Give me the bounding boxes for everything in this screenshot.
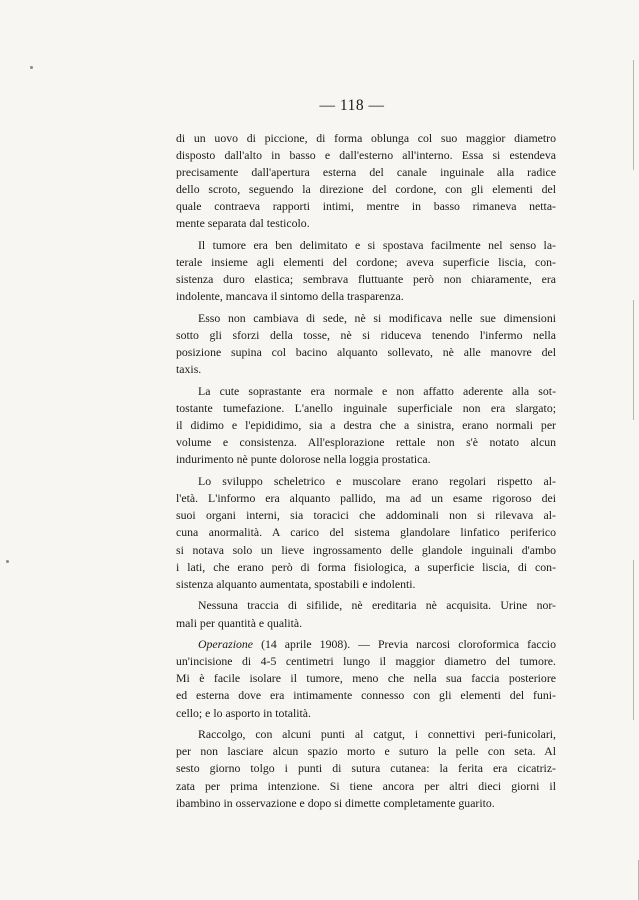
text-line: Il tumore era ben delimitato e si spostava facilmente nel senso la- xyxy=(198,238,556,253)
text-line: tostante tumefazione. L'anello inguinale superficiale non era slargato; xyxy=(176,401,556,416)
text-line: quale contraeva rapporti intimi, mentre in basso rimaneva netta- xyxy=(176,199,556,214)
text-line: dello scroto, seguendo la direzione del cordone, con gli elementi del xyxy=(176,182,556,197)
text-line: Nessuna traccia di sifilide, nè ereditaria nè acquisita. Urine nor- xyxy=(198,598,556,613)
text-line: sistenza alquanto aumentata, spostabili e indolenti. xyxy=(176,576,416,591)
margin-mark xyxy=(633,60,634,170)
text-line: zata per prima intenzione. Si tiene ancora per altri dieci giorni il xyxy=(176,778,556,793)
margin-dot xyxy=(6,560,9,563)
page-number: — 118 — xyxy=(319,97,385,114)
paragraph xyxy=(176,473,556,593)
text-line: ibambino in osservazione e dopo si dimette completamente guarito. xyxy=(176,795,495,810)
text-line: l'età. L'informo era alquanto pallido, ma ad un esame rigoroso dei xyxy=(176,491,556,506)
text-line: sotto gli sforzi della tosse, nè si riduceva tenendo l'infermo nella xyxy=(176,328,556,343)
section-heading-italic: Operazione xyxy=(198,637,254,652)
text-line: volume e consistenza. All'esplorazione rettale non s'è notato alcun xyxy=(176,435,556,450)
body-text xyxy=(176,130,556,816)
text-line: Operazione (14 aprile 1908). — Previa narcosi cloroformica faccio xyxy=(198,637,556,652)
paragraph xyxy=(176,237,556,305)
paragraph xyxy=(176,130,556,233)
text-line: taxis. xyxy=(176,362,202,377)
text-line: i lati, che erano però di forma fisiologica, a superficie liscia, di con- xyxy=(176,559,556,574)
paragraph xyxy=(176,310,556,378)
text-line: posizione supina col bacino alquanto sollevato, nè alle manovre del xyxy=(176,345,556,360)
text-line: si notava solo un lieve ingrossamento delle glandole inguinali d'ambo xyxy=(176,542,556,557)
margin-mark xyxy=(633,560,634,720)
text-line: Lo sviluppo scheletrico e muscolare erano regolari rispetto al- xyxy=(198,474,556,489)
text-line: il didimo e l'epididimo, sia a destra che a sinistra, erano normali per xyxy=(176,418,556,433)
paragraph xyxy=(176,636,556,721)
text-line: La cute soprastante era normale e non affatto aderente alla sot- xyxy=(198,384,556,399)
text-line: terale insieme agli elementi del cordone; aveva superficie liscia, con- xyxy=(176,255,556,270)
margin-mark xyxy=(633,300,634,420)
text-line: di un uovo di piccione, di forma oblunga col suo maggior diametro xyxy=(176,131,556,145)
text-line: mali per quantità e qualità. xyxy=(176,615,303,630)
text-line: ed esterna dove era intimamente connesso con gli elementi del funi- xyxy=(176,688,556,703)
text-line: Esso non cambiava di sede, nè si modificava nelle sue dimensioni xyxy=(198,311,556,326)
text-line: sistenza duro elastica; sembrava fluttuante però non chiaramente, era xyxy=(176,272,556,287)
text-line: sesto giorno tolgo i punti di sutura cutanea: la ferita era cicatriz- xyxy=(176,761,556,776)
paragraph xyxy=(176,726,556,811)
text-line: indolente, mancava il sintomo della trasparenza. xyxy=(176,289,404,304)
text-line: Raccolgo, con alcuni punti al catgut, i connettivi peri-funicolari, xyxy=(198,727,556,742)
paragraph xyxy=(176,597,556,631)
text-line: mente separata dal testicolo. xyxy=(176,216,310,231)
text-line: per non lasciare alcun spazio morto e suturo la pelle con seta. Al xyxy=(176,744,556,759)
text-line: indurimento nè punte dolorose nella loggia prostatica. xyxy=(176,452,431,467)
text-line: precisamente dall'apertura esterna del canale inguinale alla radice xyxy=(176,165,556,180)
margin-dot xyxy=(30,66,33,69)
text-line: cello; e lo asporto in totalità. xyxy=(176,705,311,720)
paragraph xyxy=(176,383,556,468)
text-line: disposto dall'alto in basso e dall'esterno all'interno. Essa si estendeva xyxy=(176,148,556,163)
text-line: Mi è facile isolare il tumore, meno che nella sua faccia posteriore xyxy=(176,671,556,686)
text-line: un'incisione di 4-5 centimetri lungo il maggior diametro del tumore. xyxy=(176,654,556,669)
text-line: cuna anormalità. A carico del sistema glandolare linfatico periferico xyxy=(176,525,556,540)
text-line: suoi organi interni, sia toracici che addominali non si rilevava al- xyxy=(176,508,556,523)
